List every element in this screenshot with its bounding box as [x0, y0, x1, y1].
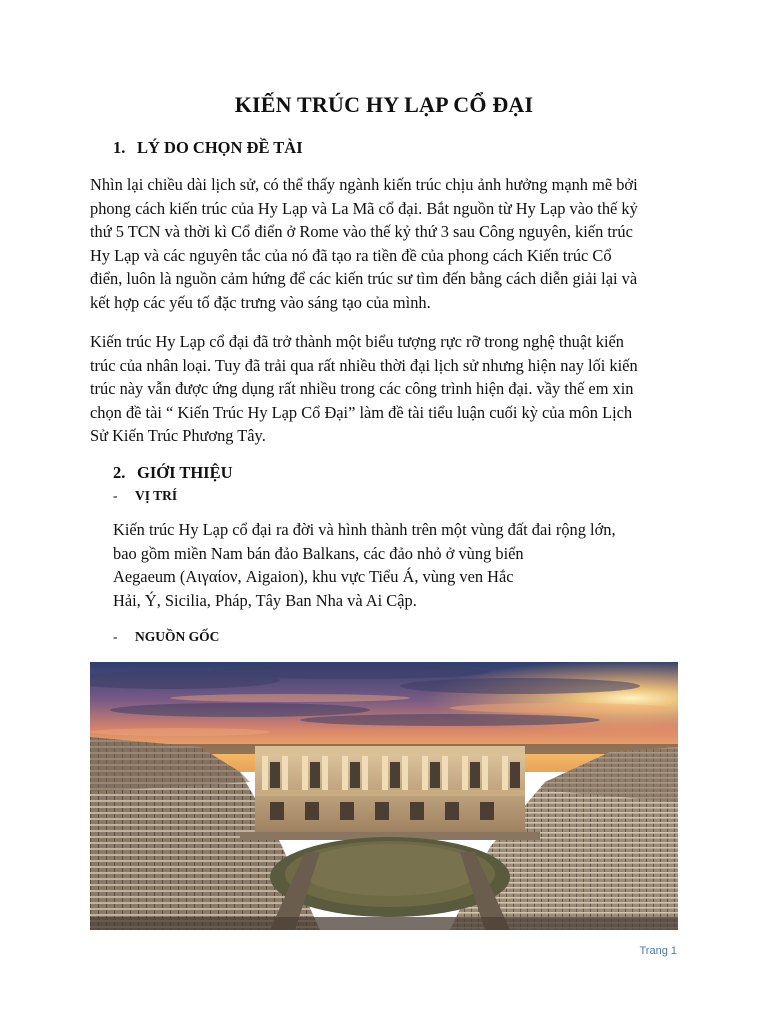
text-line: Hải, Ý, Sicilia, Pháp, Tây Ban Nha và Ai Cập.: [113, 590, 417, 610]
text-line: Sử Kiến Trúc Phương Tây.: [90, 426, 266, 446]
page-number-footer: Trang 1: [639, 945, 677, 957]
document-title: KIẾN TRÚC HY LẠP CỔ ĐẠI: [234, 92, 534, 117]
text-line: trúc của nhân loại. Tuy đã trải qua rất nhiều thời đại lịch sử nhưng hiện nay lối kiến: [90, 355, 638, 375]
text-line: kết hợp các yếu tố đặc trưng vào sáng tạo của mình.: [90, 292, 431, 312]
subsection-heading-text: NGUỒN GỐC: [135, 629, 220, 644]
text-line: trúc này vẫn được ứng dụng rất nhiều trong các công trình hiện đại. vầy thế em xin: [90, 379, 634, 399]
text-line: Nhìn lại chiều dài lịch sử, có thể thấy ngành kiến trúc chịu ảnh hưởng mạnh mẽ bởi: [90, 175, 638, 194]
text-line: Kiến trúc Hy Lạp cổ đại ra đời và hình thành trên một vùng đất đai rộng lớn,: [113, 520, 616, 539]
bullet-dash: -: [113, 488, 118, 503]
subsection-heading-vi-tri: [113, 488, 177, 504]
text-line: Aegaeum (Αιγαίον, Aigaion), khu vực Tiểu Á, vùng ven Hắc: [113, 567, 514, 587]
paragraph: [90, 330, 638, 448]
text-line: Hy Lạp và các nguyên tắc của nó đã tạo ra tiền đề của phong cách Kiến trúc Cổ: [90, 245, 612, 265]
section-heading-2: [113, 463, 233, 483]
section-number: 2.: [113, 463, 126, 482]
subsection-heading-text: VỊ TRÍ: [135, 488, 178, 503]
section-number: 1.: [113, 138, 126, 157]
ancient-greek-theatre-photo: [90, 662, 678, 930]
text-line: bao gồm miền Nam bán đảo Balkans, các đảo nhỏ ở vùng biển: [113, 543, 524, 563]
paragraph: [113, 518, 616, 612]
section-heading-text: GIỚI THIỆU: [137, 463, 233, 482]
text-line: Kiến trúc Hy Lạp cổ đại đã trở thành một biểu tượng rực rỡ trong nghệ thuật kiến: [90, 332, 624, 351]
section-heading-1: [113, 138, 303, 158]
subsection-heading-nguon-goc: [113, 629, 219, 645]
text-line: điển, luôn là nguồn cảm hứng để các kiến trúc sư tìm đến bằng cách diễn giải lại và: [90, 269, 638, 289]
paragraph: [90, 173, 638, 315]
text-line: thứ 5 TCN và thời kì Cổ điển ở Rome vào thế kỷ thứ 3 sau Công nguyên, kiến trúc: [90, 222, 633, 242]
section-heading-text: LÝ DO CHỌN ĐỀ TÀI: [137, 138, 303, 157]
text-line: phong cách kiến trúc của Hy Lạp và La Mã cổ đại. Bắt nguồn từ Hy Lạp vào thế kỷ: [90, 198, 638, 218]
bullet-dash: -: [113, 629, 118, 644]
text-line: chọn đề tài “ Kiến Trúc Hy Lạp Cổ Đại” làm đề tài tiểu luận cuối kỳ của môn Lịch: [90, 402, 633, 422]
